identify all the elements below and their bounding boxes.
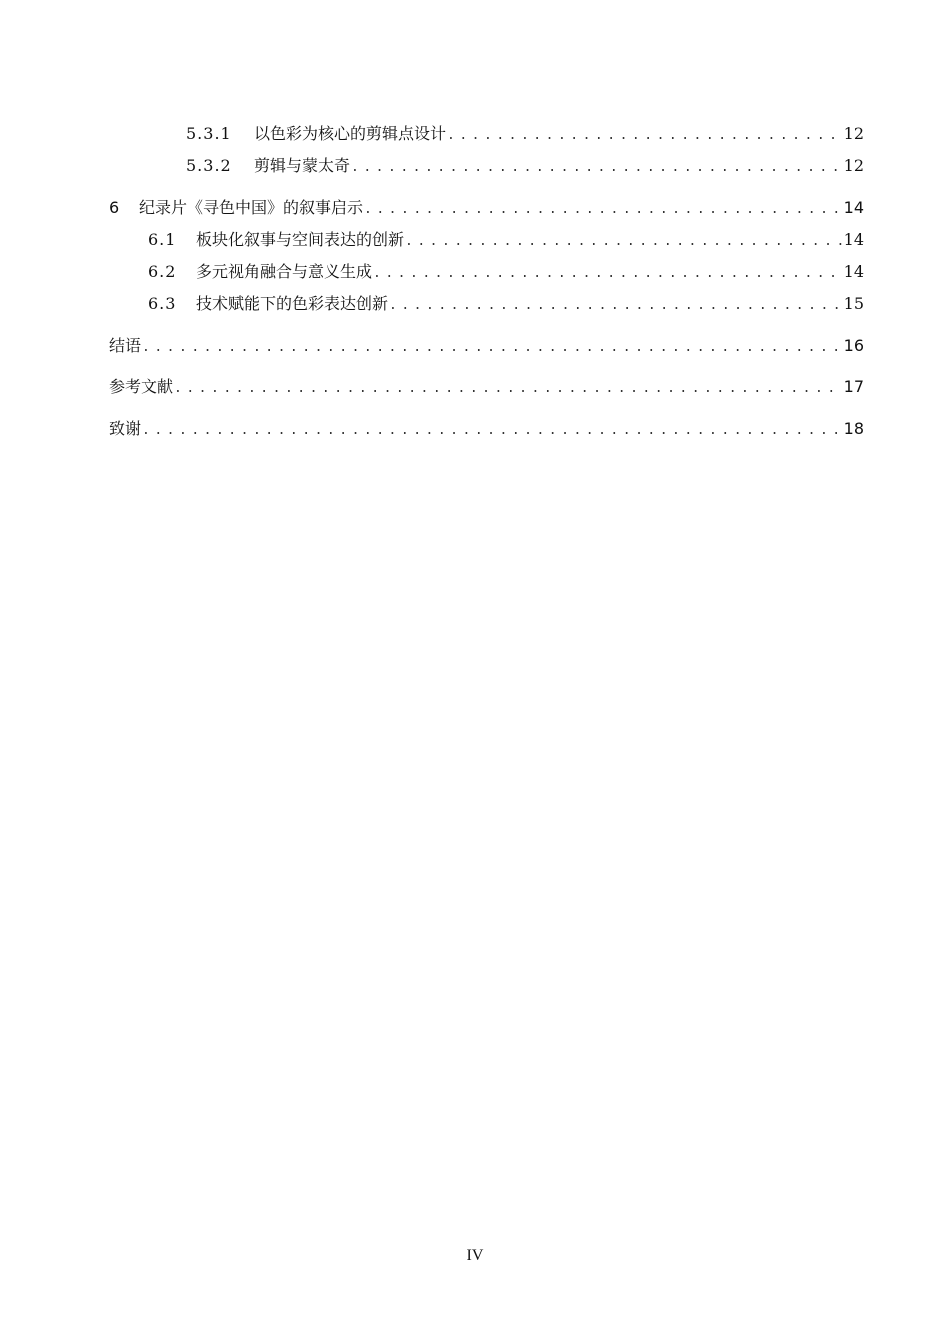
toc-entry-references[interactable]	[109, 374, 864, 397]
toc-entry-6-1[interactable]	[148, 227, 864, 250]
toc-entry-6-2[interactable]	[148, 259, 864, 282]
toc-entry-page: 12	[843, 124, 864, 143]
toc-dot-leader	[364, 203, 842, 216]
toc-dot-leader	[389, 299, 842, 312]
toc-entry-page: 17	[843, 377, 864, 396]
toc-dot-leader	[373, 267, 842, 280]
toc-entry-title: 剪辑与蒙太奇	[254, 156, 351, 175]
toc-entry-number: 6.2	[148, 262, 177, 281]
toc-dot-leader	[142, 424, 842, 437]
toc-entry-number: 6.3	[148, 294, 177, 313]
toc-entry-6[interactable]	[109, 195, 864, 218]
toc-entry-number: 6	[109, 198, 120, 217]
toc-entry-title: 致谢	[109, 419, 142, 438]
toc-entry-5-3-1[interactable]	[186, 121, 864, 144]
toc-dot-leader	[405, 235, 842, 248]
toc-entry-number: 5.3.1	[186, 124, 232, 143]
toc-entry-page: 14	[843, 230, 864, 249]
toc-entry-6-3[interactable]	[148, 291, 864, 314]
toc-dot-leader	[351, 161, 842, 174]
toc-entry-page: 14	[843, 198, 864, 217]
toc-entry-page: 16	[843, 336, 864, 355]
toc-entry-title: 纪录片《寻色中国》的叙事启示	[139, 198, 364, 217]
toc-entry-title: 多元视角融合与意义生成	[196, 262, 373, 281]
toc-entry-number: 5.3.2	[186, 156, 232, 175]
toc-entry-title: 技术赋能下的色彩表达创新	[196, 294, 389, 313]
toc-entry-title: 结语	[109, 336, 142, 355]
toc-entry-5-3-2[interactable]	[186, 153, 864, 176]
toc-dot-leader	[174, 382, 842, 395]
toc-entry-number: 6.1	[148, 230, 177, 249]
page-number-footer: IV	[466, 1247, 484, 1264]
toc-entry-page: 15	[843, 294, 864, 313]
toc-entry-title: 板块化叙事与空间表达的创新	[196, 230, 405, 249]
toc-entry-title: 参考文献	[109, 377, 174, 396]
toc-entry-conclusion[interactable]	[109, 333, 864, 356]
toc-entry-page: 12	[843, 156, 864, 175]
toc-entry-page: 14	[843, 262, 864, 281]
toc-entry-page: 18	[843, 419, 864, 438]
toc-dot-leader	[142, 341, 842, 354]
toc-entry-title: 以色彩为核心的剪辑点设计	[254, 124, 447, 143]
toc-entry-acknowledgements[interactable]	[109, 416, 864, 439]
toc-dot-leader	[447, 129, 842, 142]
